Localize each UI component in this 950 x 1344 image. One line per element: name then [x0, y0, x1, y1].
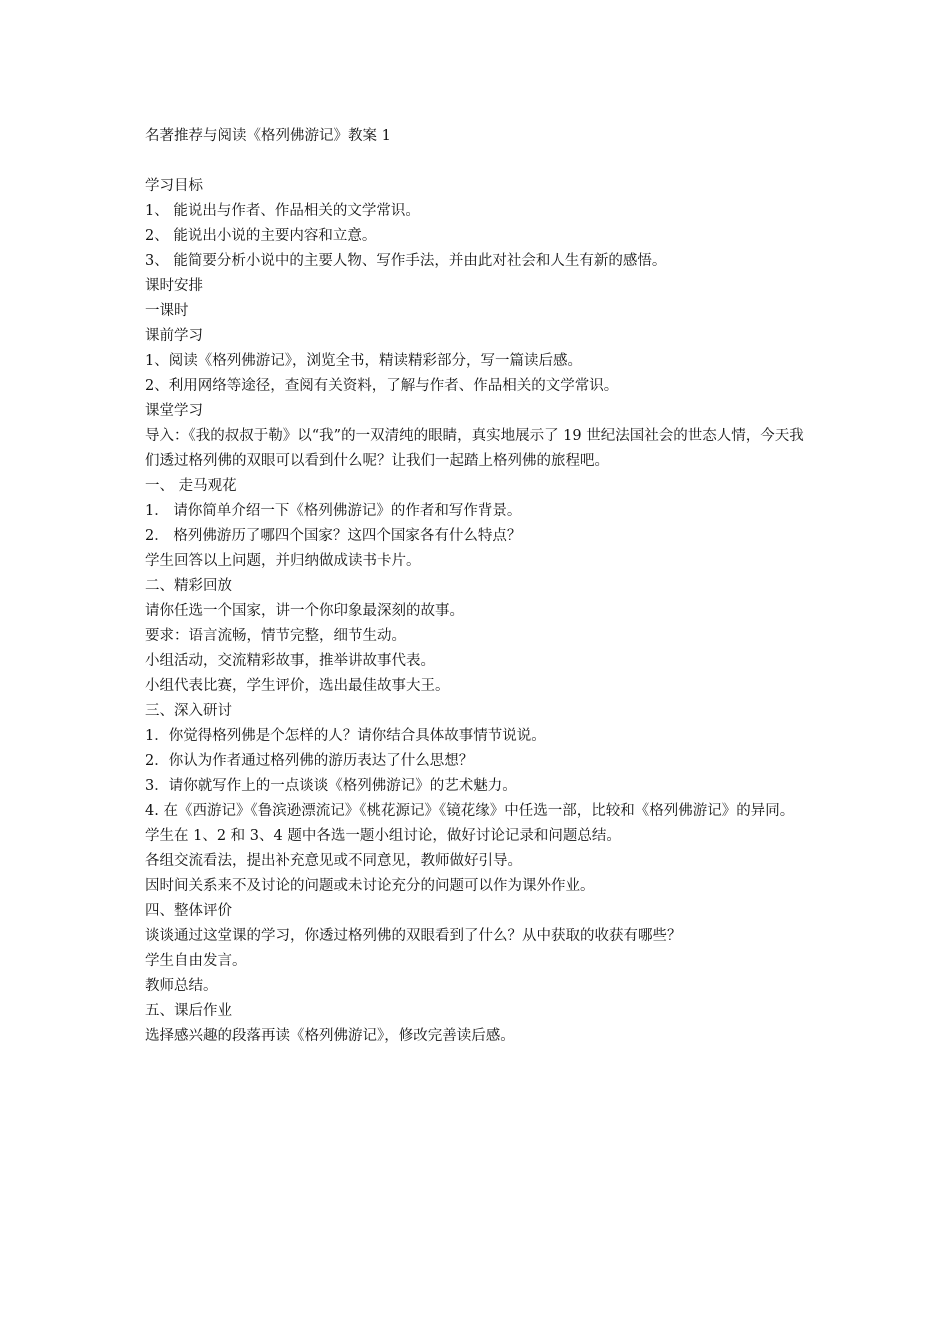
body-text: 因时间关系来不及讨论的问题或未讨论充分的问题可以作为课外作业。 — [145, 878, 595, 894]
schedule-text: 一课时 — [145, 303, 189, 319]
body-text: 学生回答以上问题，并归纳做成读书卡片。 — [145, 553, 421, 569]
section-heading-prestudy: 课前学习 — [145, 328, 203, 344]
document-body — [145, 124, 815, 1049]
prestudy-item: 2、利用网络等途径，查阅有关资料，了解与作者、作品相关的文学常识。 — [145, 378, 619, 394]
question-item: 2．你认为作者通过格列佛的游历表达了什么思想？ — [145, 753, 474, 769]
part-heading-4: 四、整体评价 — [145, 903, 232, 919]
section-heading-objectives: 学习目标 — [145, 178, 203, 194]
body-text: 学生自由发言。 — [145, 953, 247, 969]
body-text: 教师总结。 — [145, 978, 218, 994]
question-item: 1． 请你简单介绍一下《格列佛游记》的作者和写作背景。 — [145, 503, 522, 519]
document-title: 名著推荐与阅读《格列佛游记》教案 1 — [145, 128, 391, 144]
question-item: 2． 格列佛游历了哪四个国家？这四个国家各有什么特点？ — [145, 528, 522, 544]
introduction-paragraph: 导入：《我的叔叔于勒》以“我”的一双清纯的眼睛，真实地展示了 19 世纪法国社会的世态人情，今天我们透过格列佛的双眼可以看到什么呢？让我们一起踏上格列佛的旅程吧。 — [145, 428, 804, 469]
body-text: 小组活动，交流精彩故事，推举讲故事代表。 — [145, 653, 435, 669]
part-heading-2: 二、精彩回放 — [145, 578, 232, 594]
part-heading-1: 一、 走马观花 — [145, 478, 237, 494]
part-heading-3: 三、深入研讨 — [145, 703, 232, 719]
body-text: 谈谈通过这堂课的学习，你透过格列佛的双眼看到了什么？从中获取的收获有哪些？ — [145, 928, 682, 944]
prestudy-item: 1、阅读《格列佛游记》，浏览全书，精读精彩部分，写一篇读后感。 — [145, 353, 582, 369]
body-text: 请你任选一个国家，讲一个你印象最深刻的故事。 — [145, 603, 464, 619]
objective-item: 3、 能简要分析小说中的主要人物、写作手法，并由此对社会和人生有新的感悟。 — [145, 253, 667, 269]
objective-item: 1、 能说出与作者、作品相关的文学常识。 — [145, 203, 420, 219]
question-item: 1．你觉得格列佛是个怎样的人？请你结合具体故事情节说说。 — [145, 728, 546, 744]
question-item: 3．请你就写作上的一点谈谈《格列佛游记》的艺术魅力。 — [145, 778, 517, 794]
body-text: 学生在 1、2 和 3、4 题中各选一题小组讨论，做好讨论记录和问题总结。 — [145, 828, 621, 844]
body-text: 各组交流看法，提出补充意见或不同意见，教师做好引导。 — [145, 853, 522, 869]
part-heading-5: 五、课后作业 — [145, 1003, 232, 1019]
section-heading-classroom: 课堂学习 — [145, 403, 203, 419]
question-item: 4. 在《西游记》《鲁滨逊漂流记》《桃花源记》《镜花缘》中任选一部，比较和《格列佛游记》的异同。 — [145, 803, 795, 819]
body-text: 要求：语言流畅，情节完整，细节生动。 — [145, 628, 406, 644]
objective-item: 2、 能说出小说的主要内容和立意。 — [145, 228, 377, 244]
body-text: 小组代表比赛，学生评价，选出最佳故事大王。 — [145, 678, 450, 694]
body-text: 选择感兴趣的段落再读《格列佛游记》，修改完善读后感。 — [145, 1028, 515, 1044]
section-heading-schedule: 课时安排 — [145, 278, 203, 294]
